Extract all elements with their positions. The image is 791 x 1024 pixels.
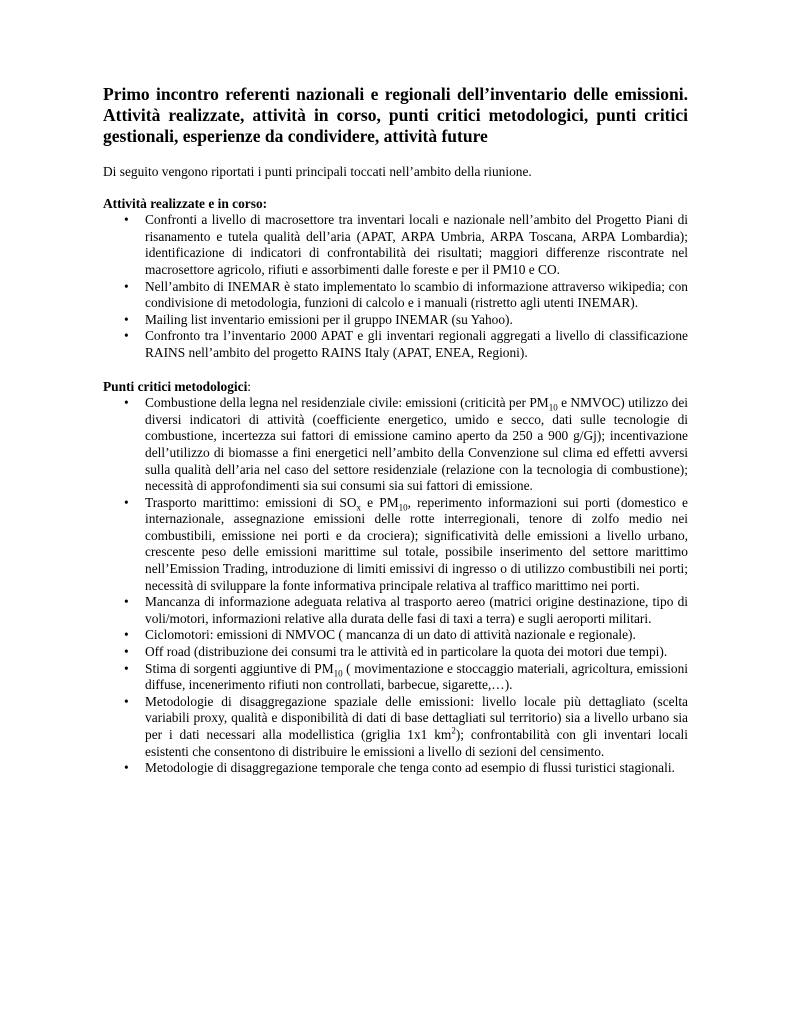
list-item-text: Metodologie di disaggregazione temporale che tenga conto ad esempio di flussi turistici stagionali. [145,760,675,776]
list-item-text: Confronto tra l’inventario 2000 APAT e gli inventari regionali aggregati a livello di classificazione RAINS nell’ambito del progetto RAINS Italy (APAT, ENEA, Regioni). [145,328,688,360]
bullet-icon: • [124,212,129,228]
list-item-ciclomotori [103,627,688,644]
document-page [103,84,688,777]
subscript: x [356,502,362,513]
text-segment: Combustione della legna nel residenziale civile: emissioni (criticità per PM [145,395,549,411]
text-segment: , reperimento informazioni sui porti (domestico e internazionale, assegnazione emissioni delle rotte interregionali, tenore di zolfo medio nei combustibili, emissione nei porti e da crociera); significatività delle emissioni a livello urbano, crescente peso delle emissioni marittime sul totale, possibile inserimento del settore marittimo nell’Emission Trading, introduzione di limiti emissivi di ingresso o di utilizzo combustibili nei porti; necessità di sviluppare la fonte informativa principale relativa al traffico marittimo nei porti. [145,494,688,593]
text-segment: Stima di sorgenti aggiuntive di PM [145,660,334,676]
list-item-stima-sorgenti [103,661,688,694]
text-segment: e NMVOC) utilizzo dei diversi indicatori di attività (coefficiente energetico, umido e secco, dati sulle tecnologie di combustione, incertezza sui fattori di emissione camino aperto da 250 a 900 g/Gj); incentivazione dell’utilizzo di biomasse a fini energetici nell’ambito della Convenzione sul clima ed effetti avversi sulla qualità dell’aria nel caso del settore residenziale (relazione con la tecnologia di combustione); necessità di approfondimenti sia sui consumi sia sui fattori di emissione. [145,395,688,494]
bullet-icon: • [124,627,129,643]
list-item [103,328,688,361]
text-segment: Trasporto marittimo: emissioni di SO [145,494,357,510]
list-item [103,212,688,278]
bullet-icon: • [124,494,129,510]
section-heading-punti-critici-text: Punti critici metodologici [103,378,248,394]
list-item-text: Confronti a livello di macrosettore tra inventari locali e nazionale nell’ambito del Progetto Piani di risanamento e tutela qualità dell’aria (APAT, ARPA Umbria, ARPA Toscana, ARPA Lombardia); identificazione di indicatori di confrontabilità dei risultati; maggiori differenze riscontrate nel macrosettore agricolo, rifiuti e assorbimenti dalle foreste e per il PM10 e CO. [145,212,688,277]
bullet-icon: • [124,660,129,676]
list-item-off-road [103,644,688,661]
list-item-text: Ciclomotori: emissioni di NMVOC ( mancanza di un dato di attività nazionale e regionale). [145,627,636,643]
list-item-disaggregazione-spaziale [103,694,688,760]
list-item-text: Mancanza di informazione adeguata relativa al trasporto aereo (matrici origine destinazione, tipo di voli/motori, informazioni relative alla durata delle fasi di taxi a terra) e sugli aeroporti militari. [145,594,688,626]
list-item-text: Off road (distribuzione dei consumi tra le attività ed in particolare la quota dei motori due tempi). [145,644,668,660]
text-segment: ( movimentazione e stoccaggio materiali, agricoltura, emissioni diffuse, incenerimento rifiuti non controllati, barbecue, sigarette,…). [145,660,689,693]
subscript: 10 [333,668,343,679]
section-heading-colon: : [247,378,252,394]
list-item [103,279,688,312]
list-item-disaggregazione-temporale [103,760,688,777]
bullet-icon: • [124,278,129,294]
intro-paragraph: Di seguito vengono riportati i punti principali toccati nell’ambito della riunione. [103,164,532,179]
section-heading-punti-critici [103,379,688,396]
text-segment: Metodologie di disaggregazione spaziale delle emissioni: livello locale più dettagliato (scelta variabili proxy, qualità e disponibilità di dati di base dettagliati sul territorio) sia a livello urbano sia per i dati necessari alla modellistica (griglia 1x1 km [145,693,688,742]
bullet-icon: • [124,594,129,610]
superscript: 2 [451,725,456,736]
punti-critici-list [103,395,688,777]
list-item-trasporto-marittimo [103,495,688,595]
bullet-icon: • [124,693,129,709]
bullet-icon: • [124,644,129,660]
list-item-text: Mailing list inventario emissioni per il gruppo INEMAR (su Yahoo). [145,311,513,327]
bullet-icon: • [124,328,129,344]
section-heading-attivita [103,196,688,213]
bullet-icon: • [124,760,129,776]
subscript: 10 [398,502,408,513]
text-segment: e PM [361,494,399,510]
section-heading-attivita-text: Attività realizzate e in corso: [103,195,268,211]
document-title: Primo incontro referenti nazionali e regionali dell’inventario delle emissioni. Attività realizzate, attività in corso, punti critici metodologici, punti critici gestionali, esperienze da condividere, attività future [103,84,688,146]
subscript: 10 [548,402,558,413]
text-segment: ); confrontabilità con gli inventari locali esistenti che consentono di distribuire le emissioni a livello di sezioni del censimento. [145,727,688,759]
attivita-list [103,212,688,361]
bullet-icon: • [124,395,129,411]
list-item-trasporto-aereo [103,594,688,627]
list-item-combustione [103,395,688,495]
list-item-text: Nell’ambito di INEMAR è stato implementato lo scambio di informazione attraverso wikipedia; con condivisione di metodologia, funzioni di calcolo e i manuali (ristretto agli utenti INEMAR). [145,278,688,311]
bullet-icon: • [124,311,129,327]
list-item [103,312,688,329]
